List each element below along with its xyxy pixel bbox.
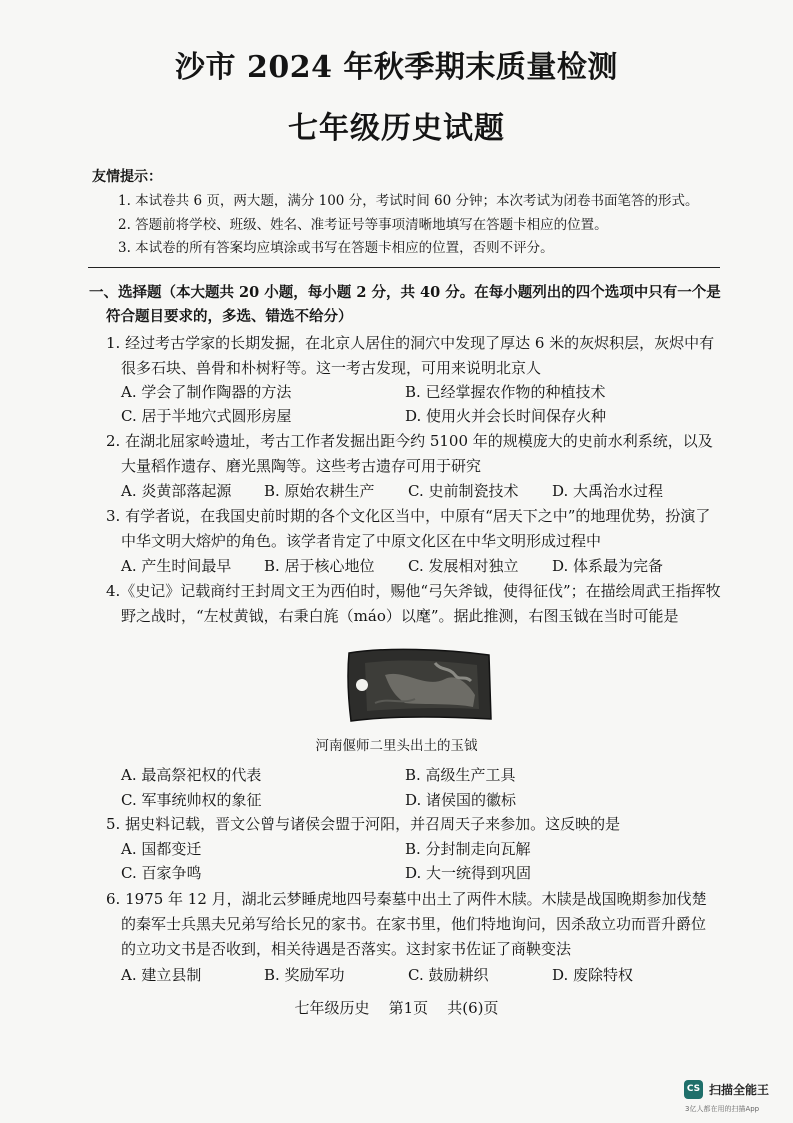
question-5-option-c: C. 百家争鸣: [121, 864, 202, 882]
question-3-option-b: B. 居于核心地位: [264, 557, 375, 575]
question-5-option-b: B. 分封制走向瓦解: [405, 840, 531, 858]
question-4-option-c: C. 军事统帅权的象征: [121, 791, 262, 809]
question-5-option-d: D. 大一统得到巩固: [405, 864, 532, 882]
tip-item: 2. 答题前将学校、班级、姓名、准考证号等事项清晰地填写在答题卡相应的位置。: [118, 217, 608, 233]
question-4-option-a: A. 最高祭祀权的代表: [121, 766, 262, 784]
tip-item: 3. 本试卷的所有答案均应填涂或书写在答题卡相应的位置，否则不评分。: [118, 240, 554, 256]
question-3-text: 3. 有学者说，在我国史前时期的各个文化区当中，中原有“居天下之中”的地理优势，扮演了: [106, 507, 711, 525]
question-2-option-b: B. 原始农耕生产: [264, 482, 375, 500]
question-1-text-cont: 很多石块、兽骨和朴树籽等。这一考古发现，可用来说明北京人: [121, 359, 542, 377]
question-5-option-a: A. 国都变迁: [121, 840, 202, 858]
watermark-tagline: 3亿人都在用的扫描App: [685, 1105, 760, 1113]
scanner-watermark: [684, 1079, 793, 1119]
question-1-option-b: B. 已经掌握农作物的种植技术: [405, 383, 606, 401]
question-2-option-a: A. 炎黄部落起源: [121, 482, 232, 500]
question-3-text-cont: 中华文明大熔炉的角色。该学者肯定了中原文化区在中华文明形成过程中: [121, 532, 602, 550]
section-heading: 一、选择题（本大题共 20 小题，每小题 2 分，共 40 分。在每小题列出的四个选项中只有一个是: [89, 284, 721, 301]
question-2-text: 2. 在湖北屈家岭遗址，考古工作者发掘出距今约 5100 年的规模庞大的史前水利系统，以及: [106, 432, 713, 450]
question-3-option-d: D. 体系最为完备: [552, 557, 664, 575]
question-2-text-cont: 大量稻作遗存、磨光黑陶等。这些考古遗存可用于研究: [121, 457, 482, 475]
question-1-option-c: C. 居于半地穴式圆形房屋: [121, 407, 292, 425]
camscanner-logo-icon: CS: [684, 1080, 703, 1099]
question-6-option-a: A. 建立县制: [121, 966, 202, 984]
figure-caption: 河南偃师二里头出土的玉钺: [315, 738, 478, 754]
page-footer: 七年级历史 第1页 共(6)页: [294, 999, 499, 1017]
exam-title: 沙市 2024 年秋季期末质量检测: [175, 50, 618, 85]
tips-heading: 友情提示：: [92, 169, 162, 185]
question-2-option-c: C. 史前制瓷技术: [408, 482, 519, 500]
question-3-option-c: C. 发展相对独立: [408, 557, 519, 575]
question-1-text: 1. 经过考古学家的长期发掘，在北京人居住的洞穴中发现了厚达 6 米的灰烬积层，灰烬中有: [106, 334, 715, 352]
question-6-text-cont: 的秦军士兵黑夫兄弟写给长兄的家书。在家书里，他们特地询问，因杀敌立功而晋升爵位: [121, 915, 707, 933]
question-6-option-d: D. 废除特权: [552, 966, 634, 984]
question-4-text: 4.《史记》记载商纣王封周文王为西伯时，赐他“弓矢斧钺，使得征伐”；在描绘周武王指挥牧: [106, 582, 721, 600]
divider: [88, 267, 720, 268]
watermark-app-name: 扫描全能王: [709, 1083, 770, 1097]
question-4-option-b: B. 高级生产工具: [405, 766, 516, 784]
question-4-text-cont: 野之战时，“左杖黄钺，右秉白旄（máo）以麾”。据此推测，右图玉钺在当时可能是: [121, 607, 679, 625]
question-5-text: 5. 据史料记载，晋文公曾与诸侯会盟于河阳，并召周天子来参加。这反映的是: [106, 815, 621, 833]
question-6-option-b: B. 奖励军功: [264, 966, 345, 984]
section-heading-cont: 符合题目要求的，多选、错选不给分）: [106, 308, 353, 325]
jade-axe-image: [345, 645, 493, 725]
question-1-option-a: A. 学会了制作陶器的方法: [121, 383, 292, 401]
tip-item: 1. 本试卷共 6 页，两大题，满分 100 分，考试时间 60 分钟；本次考试为闭卷书面笔答的形式。: [118, 193, 699, 209]
question-6-text: 6. 1975 年 12 月，湖北云梦睡虎地四号秦墓中出土了两件木牍。木牍是战国晚期参加伐楚: [106, 890, 707, 908]
question-2-option-d: D. 大禹治水过程: [552, 482, 664, 500]
question-1-option-d: D. 使用火并会长时间保存火种: [405, 407, 607, 425]
question-4-option-d: D. 诸侯国的徽标: [405, 791, 517, 809]
exam-subtitle: 七年级历史试题: [288, 111, 505, 146]
question-6-option-c: C. 鼓励耕织: [408, 966, 489, 984]
question-6-text-cont: 的立功文书是否收到，相关待遇是否落实。这封家书佐证了商鞅变法: [121, 940, 572, 958]
question-3-option-a: A. 产生时间最早: [121, 557, 232, 575]
